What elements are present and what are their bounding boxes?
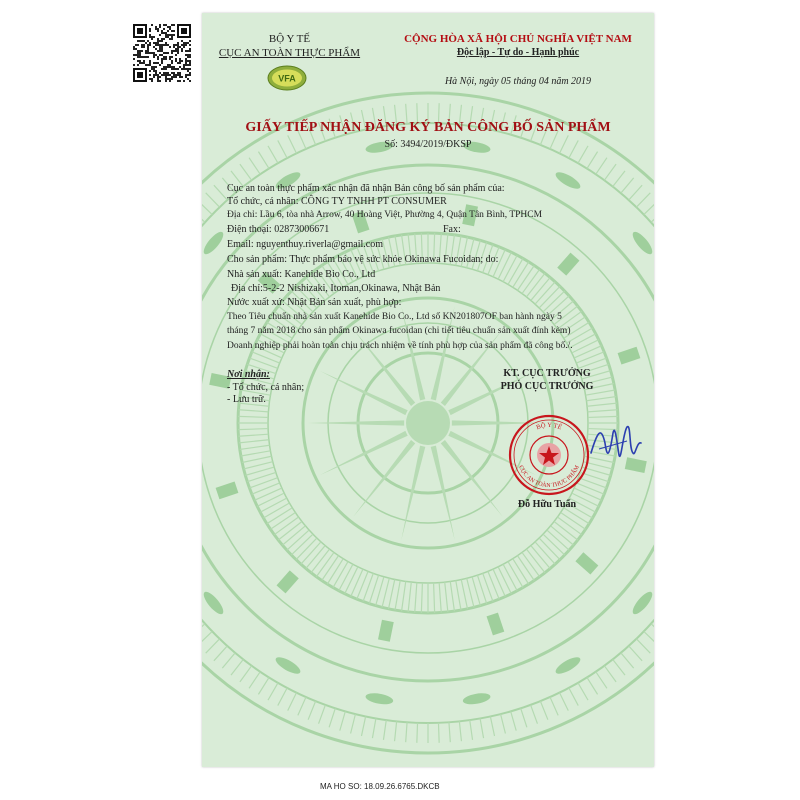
origin-text: Nước xuất xứ: Nhật Bản sản xuất, phù hợp: [227, 297, 402, 308]
recipient-item: - Lưu trữ. [227, 394, 266, 405]
qr-code [133, 24, 191, 82]
dossier-code: MA HO SO: 18.09.26.6765.DKCB [320, 782, 440, 791]
logo-text: VFA [278, 73, 296, 84]
svg-text:CỤC AN TOÀN THỰC PHẨM [517, 464, 581, 489]
seal-top-text: BỘ Y TẾ [535, 421, 563, 432]
recipient-item: - Tổ chức, cá nhân; [227, 382, 305, 393]
vfa-logo [267, 65, 307, 91]
department-name: CỤC AN TOÀN THỰC PHẨM [218, 47, 361, 59]
address-text: Địa chỉ: Lầu 6, tòa nhà Arrow, 40 Hoàng Việt, Phường 4, Quận Tân Bình, TPHCM [227, 210, 543, 220]
intro-text: Cục an toàn thực phẩm xác nhận đã nhận Bản công bố sản phẩm của: [227, 183, 505, 194]
ministry-name: BỘ Y TẾ [268, 33, 311, 45]
certificate-document [202, 13, 654, 767]
national-motto: Độc lập - Tự do - Hạnh phúc [456, 47, 580, 58]
issue-date: Hà Nội, ngày 05 tháng 04 năm 2019 [444, 76, 592, 87]
seal-bottom-text: CỤC AN TOÀN THỰC PHẨM [517, 464, 581, 490]
document-title: GIẤY TIẾP NHẬN ĐĂNG KÝ BẢN CÔNG BỐ SẢN PHẨM [245, 120, 611, 135]
standard-text-line2: tháng 7 năm 2018 cho sản phẩm Okinawa fucoidan (chi tiết tiêu chuẩn sản xuất đính kèm) [227, 326, 571, 336]
signatory-position: PHÓ CỤC TRƯỞNG [500, 381, 594, 392]
manufacturer-text: Nhà sản xuất: Kanehide Bio Co., Ltd [227, 269, 376, 280]
country-name: CỘNG HÒA XÃ HỘI CHỦ NGHĨA VIỆT NAM [404, 33, 632, 45]
product-text: Cho sản phẩm: Thực phẩm bảo vệ sức khỏe Okinawa Fucoidan; do: [227, 254, 499, 265]
official-seal [507, 413, 591, 497]
responsibility-text: Doanh nghiệp phải hoàn toàn chịu trách nhiệm về tính phù hợp của sản phẩm đã công bố./. [227, 341, 573, 351]
signatory-authority: KT. CỤC TRƯỞNG [503, 368, 591, 379]
handwritten-signature [587, 413, 647, 473]
standard-text-line1: Theo Tiêu chuẩn nhà sản xuất Kanehide Bio Co., Ltd số KN201807OF ban hành ngày 5 [227, 312, 562, 322]
email-text: Email: nguyenthuy.riverla@gmail.com [227, 239, 384, 250]
svg-text:BỘ Y TẾ [535, 421, 563, 431]
recipients-heading: Nơi nhận: [227, 369, 270, 380]
document-number: Số: 3494/2019/ĐKSP [384, 139, 472, 150]
fax-text: Fax: [443, 224, 461, 235]
organization-text: Tổ chức, cá nhân: CÔNG TY TNHH PT CONSUMER [227, 196, 447, 207]
phone-text: Điện thoại: 02873006671 [227, 224, 330, 235]
manufacturer-address-text: Địa chỉ:5-2-2 Nishizaki, Itoman,Okinawa, Nhật Bản [231, 283, 441, 294]
signatory-name: Đỗ Hữu Tuấn [517, 499, 577, 510]
